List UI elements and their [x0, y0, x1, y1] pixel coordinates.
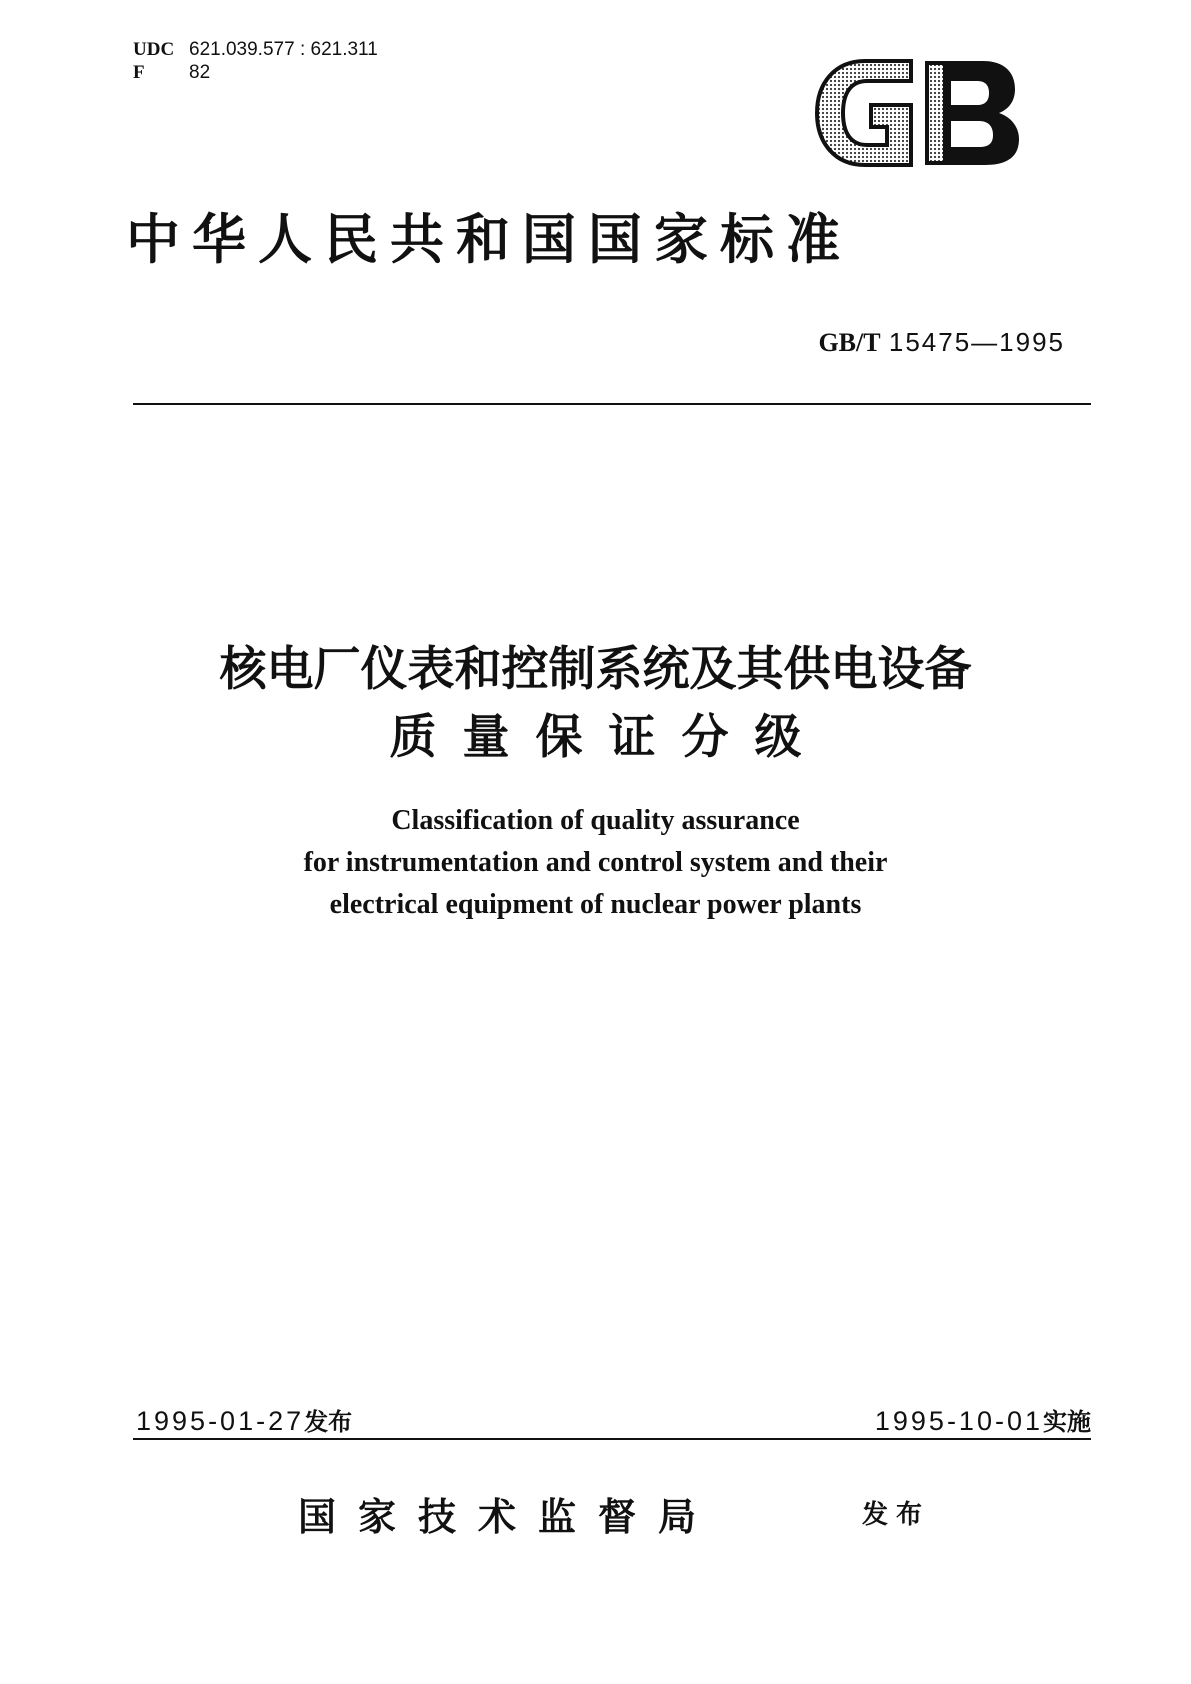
issue-date-label: 发布 — [304, 1408, 353, 1436]
standard-code: 15475—1995 — [888, 327, 1065, 357]
f-line — [133, 61, 378, 84]
effective-date-label: 实施 — [1043, 1408, 1091, 1436]
effective-date-value: 1995-10-01 — [874, 1406, 1043, 1436]
classification-codes — [133, 38, 378, 84]
issue-date-value: 1995-01-27 — [136, 1406, 305, 1436]
bottom-divider — [133, 1438, 1091, 1440]
f-value: 82 — [189, 62, 211, 83]
gb-logo — [813, 55, 1023, 171]
national-standard-title: 中华人民共和国国家标准 — [126, 207, 852, 271]
standard-number — [818, 327, 1065, 358]
english-title-line-1: Classification of quality assurance — [391, 805, 800, 836]
chinese-title-line-1: 核电厂仪表和控制系统及其供电设备 — [219, 642, 972, 697]
udc-line — [133, 38, 378, 61]
f-key: F — [133, 62, 145, 83]
issue-date — [136, 1402, 352, 1437]
chinese-title-line-2: 质量保证分级 — [389, 710, 828, 765]
top-divider — [133, 403, 1091, 405]
effective-date — [875, 1402, 1091, 1437]
english-title-line-2: for instrumentation and control system and their — [303, 847, 888, 878]
issuing-authority: 国家技术监督局 — [298, 1494, 719, 1539]
standard-prefix: GB/T — [818, 328, 881, 357]
udc-key: UDC — [133, 39, 175, 60]
udc-value: 621.039.577 : 621.311 — [189, 39, 378, 60]
english-title-line-3: electrical equipment of nuclear power plants — [329, 889, 862, 920]
issuing-action: 发布 — [862, 1500, 931, 1530]
